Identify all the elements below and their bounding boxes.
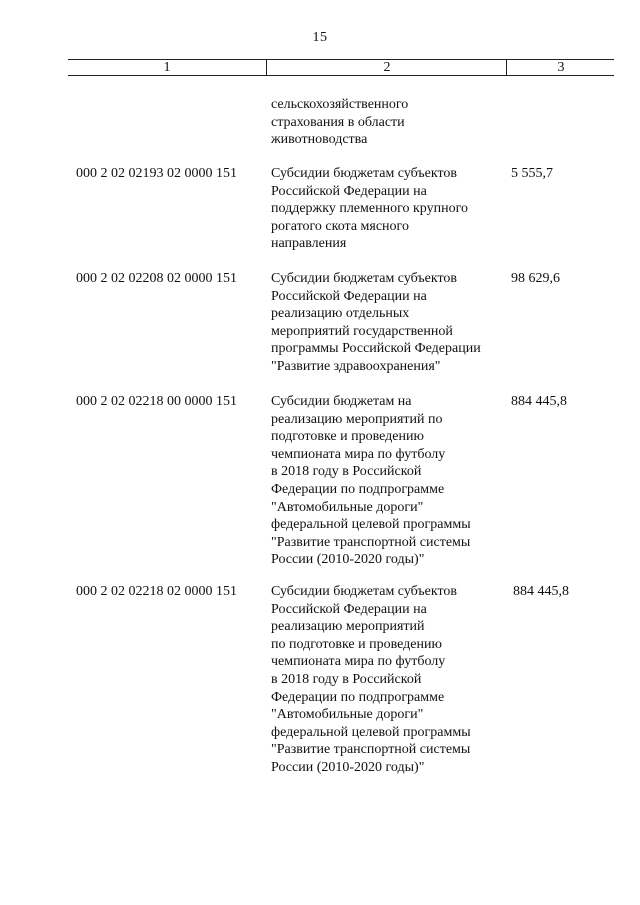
table-header <box>68 59 614 76</box>
row-description <box>271 96 507 149</box>
description-line: страхования в области <box>271 114 405 130</box>
description-line: Российской Федерации на <box>271 601 427 617</box>
description-line: мероприятий государственной <box>271 323 453 339</box>
description-line: Субсидии бюджетам субъектов <box>271 271 458 286</box>
description-line: реализацию мероприятий <box>271 619 425 635</box>
description-line: федеральной целевой программы <box>271 517 471 533</box>
description-line: в 2018 году в Российской <box>271 464 422 480</box>
description-line: программы Российской Федерации <box>271 341 481 357</box>
description-line: России (2010-2020 годы)" <box>271 759 425 775</box>
description-line: Федерации по подпрограмме <box>271 689 445 705</box>
description-line: "Развитие транспортной системы <box>271 742 471 758</box>
description-line: реализацию отдельных <box>271 306 410 322</box>
row-description <box>271 393 507 569</box>
description-line: по подготовке и проведению <box>271 636 442 652</box>
description-line: реализацию мероприятий по <box>271 411 443 427</box>
description-line: чемпионата мира по футболу <box>271 446 446 462</box>
row-description <box>271 270 507 376</box>
budget-code: 000 2 02 02193 02 0000 151 <box>76 166 237 181</box>
amount-value: 5 555,7 <box>511 166 553 181</box>
description-line: животноводства <box>271 132 368 148</box>
description-line: федеральной целевой программы <box>271 724 471 740</box>
amount-value: 884 445,8 <box>513 584 569 599</box>
budget-code: 000 2 02 02218 00 0000 151 <box>76 394 237 409</box>
description-line: России (2010-2020 годы)" <box>271 552 425 568</box>
amount-value: 98 629,6 <box>511 271 560 286</box>
description-line: Российской Федерации на <box>271 183 427 199</box>
description-line: подготовке и проведению <box>271 429 424 445</box>
budget-code: 000 2 02 02218 02 0000 151 <box>76 584 237 599</box>
description-line: сельскохозяйственного <box>271 97 409 112</box>
row-description <box>271 583 507 777</box>
description-line: направления <box>271 236 347 252</box>
row-description <box>271 165 507 253</box>
description-line: рогатого скота мясного <box>271 218 409 234</box>
column-header-3: 3 <box>506 60 615 75</box>
description-line: "Развитие здравоохранения" <box>271 358 441 374</box>
description-line: Федерации по подпрограмме <box>271 481 445 497</box>
description-line: в 2018 году в Российской <box>271 671 422 687</box>
description-line: Субсидии бюджетам субъектов <box>271 584 458 599</box>
column-header-1: 1 <box>163 60 171 75</box>
description-line: "Автомобильные дороги" <box>271 707 424 723</box>
page-number: 15 <box>312 30 328 45</box>
column-header-2: 2 <box>266 60 507 75</box>
budget-code: 000 2 02 02208 02 0000 151 <box>76 271 237 286</box>
description-line: Субсидии бюджетам на <box>271 394 412 409</box>
description-line: Российской Федерации на <box>271 288 427 304</box>
amount-value: 884 445,8 <box>511 394 567 409</box>
description-line: Субсидии бюджетам субъектов <box>271 166 458 181</box>
description-line: чемпионата мира по футболу <box>271 654 446 670</box>
description-line: "Развитие транспортной системы <box>271 534 471 550</box>
description-line: поддержку племенного крупного <box>271 201 468 217</box>
description-line: "Автомобильные дороги" <box>271 499 424 515</box>
